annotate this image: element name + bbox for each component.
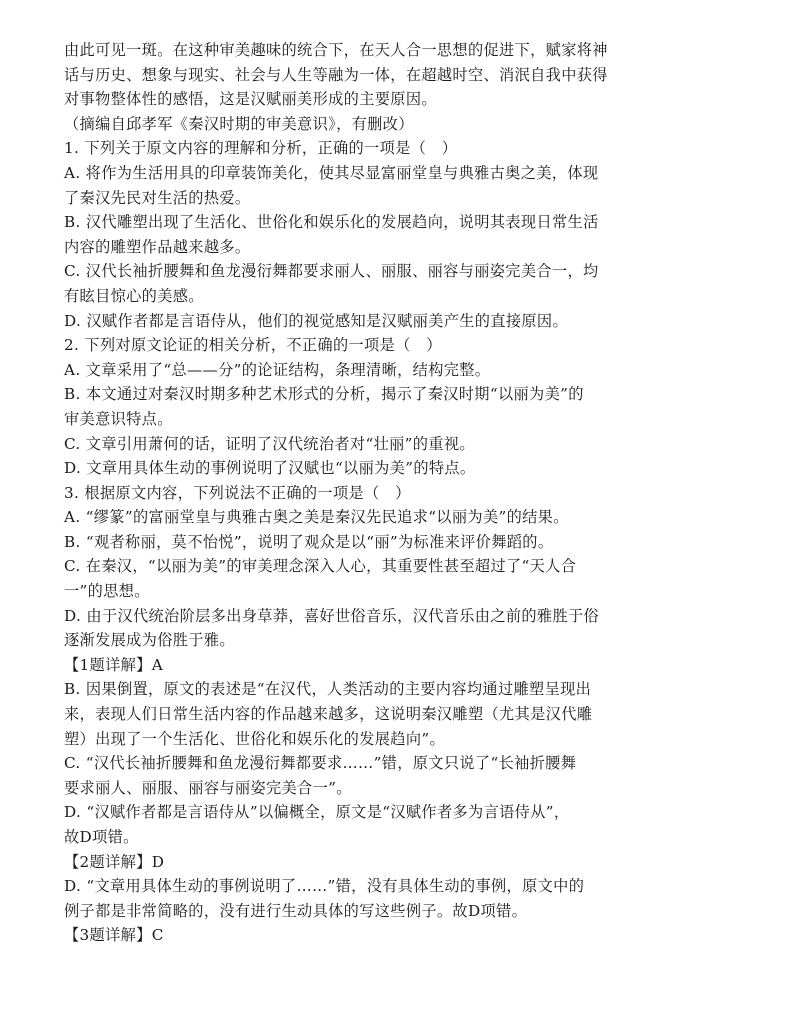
text-line: 由此可见一斑。在这种审美趣味的统合下，在天人合一思想的促进下，赋家将神 [64, 41, 608, 59]
question-2-option-c: C. 文章引用萧何的话，证明了汉代统治者对“壮丽”的重视。 [64, 434, 475, 453]
question-1-option-a: A. 将作为生活用具的印章装饰美化，使其尽显富丽堂皇与典雅古奥之美，体现 [64, 163, 599, 182]
question-3-option-a: A. “缪篆”的富丽堂皇与典雅古奥之美是秦汉先民追求“以丽为美”的结果。 [64, 508, 569, 527]
question-3-option-b: B. “观者称丽，莫不怡悦”，说明了观众是以“丽”为标准来评价舞蹈的。 [64, 532, 554, 551]
answer-2-explanation: D. “文章用具体生动的事例说明了……”错，没有具体生动的事例，原文中的 [64, 877, 585, 896]
answer-1-explanation: 要求丽人、丽服、丽容与丽姿完美合一”。 [64, 778, 352, 797]
answer-2-explanation: 例子都是非常简略的，没有进行生动具体的写这些例子。故D项错。 [64, 901, 528, 920]
text-line: 对事物整体性的感悟，这是汉赋丽美形成的主要原因。 [64, 90, 437, 109]
question-1-option-a-cont: 了秦汉先民对生活的热爱。 [64, 188, 251, 207]
answer-1-explanation: 故D项错。 [64, 828, 139, 846]
question-2-stem: 2. 下列对原文论证的相关分析，不正确的一项是（ ） [64, 336, 442, 355]
question-3-option-d: D. 由于汉代统治阶层多出身草莽，喜好世俗音乐，汉代音乐由之前的雅胜于俗 [64, 606, 600, 625]
question-1-option-d: D. 汉赋作者都是言语侍从，他们的视觉感知是汉赋丽美产生的直接原因。 [64, 311, 569, 330]
question-3-option-d-cont: 逐渐发展成为俗胜于雅。 [64, 631, 235, 650]
answer-1-explanation: C. “汉代长袖折腰舞和鱼龙漫衍舞都要求……”错，原文只说了“长袖折腰舞 [64, 754, 577, 773]
text-line: 话与历史、想象与现实、社会与人生等融为一体，在超越时空、消泯自我中获得 [64, 65, 608, 84]
answer-1-explanation: D. “汉赋作者都是言语侍从”以偏概全，原文是“汉赋作者多为言语侍从”， [64, 803, 570, 822]
answer-1-explanation: 塑）出现了一个生活化、世俗化和娱乐化的发展趋向”。 [64, 729, 446, 748]
question-3-option-c-cont: 一”的思想。 [64, 582, 150, 601]
source-citation: （摘编自邱孝军《秦汉时期的审美意识》，有删改） [64, 114, 414, 133]
question-1-option-b-cont: 内容的雕塑作品越来越多。 [64, 237, 251, 256]
question-1-option-c: C. 汉代长袖折腰舞和鱼龙漫衍舞都要求丽人、丽服、丽容与丽姿完美合一，均 [64, 262, 599, 281]
question-3-option-c: C. 在秦汉，“以丽为美”的审美理念深入人心，其重要性甚至超过了“天人合 [64, 557, 577, 576]
question-2-option-b: B. 本文通过对秦汉时期多种艺术形式的分析，揭示了秦汉时期“以丽为美”的 [64, 385, 584, 404]
answer-3-heading: 【3题详解】C [64, 926, 164, 945]
question-1-stem: 1. 下列关于原文内容的理解和分析，正确的一项是（ ） [64, 139, 458, 158]
answer-1-explanation: B. 因果倒置，原文的表述是“在汉代，人类活动的主要内容均通过雕塑呈现出 [64, 680, 592, 699]
question-1-option-c-cont: 有眩目惊心的美感。 [64, 286, 204, 305]
question-2-option-b-cont: 审美意识特点。 [64, 409, 173, 428]
question-2-option-a: A. 文章采用了“总——分”的论证结构，条理清晰，结构完整。 [64, 360, 491, 379]
question-1-option-b: B. 汉代雕塑出现了生活化、世俗化和娱乐化的发展趋向，说明其表现日常生活 [64, 213, 599, 232]
answer-2-heading: 【2题详解】D [64, 852, 165, 871]
document-page [64, 38, 724, 948]
question-3-stem: 3. 根据原文内容，下列说法不正确的一项是（ ） [64, 483, 411, 502]
answer-1-explanation: 来，表现人们日常生活内容的作品越来越多，这说明秦汉雕塑（尤其是汉代雕 [64, 705, 593, 724]
answer-1-heading: 【1题详解】A [64, 655, 164, 674]
question-2-option-d: D. 文章用具体生动的事例说明了汉赋也“以丽为美”的特点。 [64, 459, 476, 478]
